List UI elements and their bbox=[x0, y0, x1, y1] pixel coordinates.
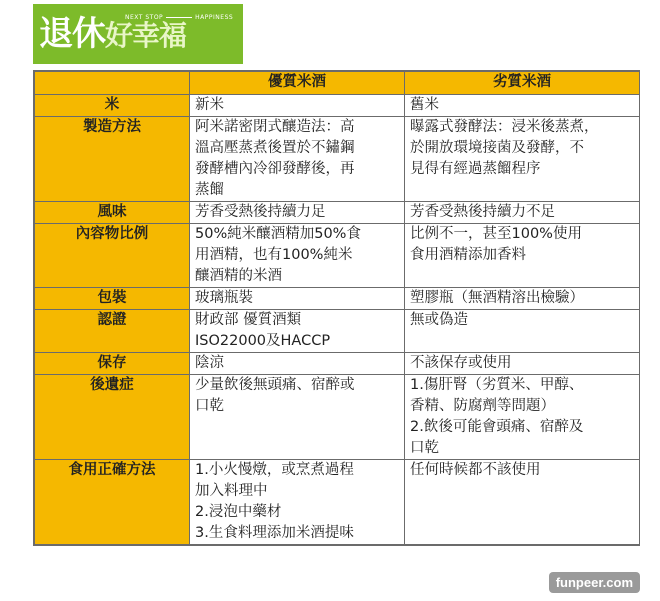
logo-main-text: 退休 bbox=[39, 14, 105, 54]
header-bad-rice-wine: 劣質米酒 bbox=[405, 72, 640, 95]
table-row bbox=[35, 310, 640, 353]
good-cell: 新米 bbox=[190, 95, 405, 117]
good-cell: 少量飲後無頭痛、宿醉或 口乾 bbox=[190, 375, 405, 460]
good-cell: 50%純米釀酒精加50%食 用酒精，也有100%純米 釀酒精的米酒 bbox=[190, 224, 405, 288]
bad-cell: 芳香受熱後持續力不足 bbox=[405, 202, 640, 224]
row-label: 保存 bbox=[35, 353, 190, 375]
table-row bbox=[35, 460, 640, 545]
good-cell: 陰涼 bbox=[190, 353, 405, 375]
logo-tagline-right: HAPPINESS bbox=[195, 14, 234, 21]
table-row bbox=[35, 375, 640, 460]
bad-cell: 無或偽造 bbox=[405, 310, 640, 353]
comparison-table bbox=[34, 71, 640, 545]
header-good-rice-wine: 優質米酒 bbox=[190, 72, 405, 95]
bad-cell: 曝露式發酵法：浸米後蒸煮， 於開放環境接菌及發酵，不 見得有經過蒸餾程序 bbox=[405, 117, 640, 202]
table-row bbox=[35, 224, 640, 288]
header-blank-cell bbox=[35, 72, 190, 95]
row-label: 米 bbox=[35, 95, 190, 117]
bad-cell: 塑膠瓶（無酒精溶出檢驗） bbox=[405, 288, 640, 310]
row-label: 食用正確方法 bbox=[35, 460, 190, 545]
site-logo bbox=[33, 4, 243, 64]
watermark-badge: funpeer.com bbox=[549, 572, 640, 593]
bad-cell: 不該保存或使用 bbox=[405, 353, 640, 375]
row-label: 後遺症 bbox=[35, 375, 190, 460]
good-cell: 玻璃瓶裝 bbox=[190, 288, 405, 310]
bad-cell: 1.傷肝腎（劣質米、甲醇、 香精、防腐劑等問題） 2.飲後可能會頭痛、宿醉及 口乾 bbox=[405, 375, 640, 460]
table-header-row bbox=[35, 72, 640, 95]
table-row bbox=[35, 202, 640, 224]
good-cell: 芳香受熱後持續力足 bbox=[190, 202, 405, 224]
tagline-divider bbox=[166, 17, 192, 18]
row-label: 包裝 bbox=[35, 288, 190, 310]
row-label: 製造方法 bbox=[35, 117, 190, 202]
table-row bbox=[35, 117, 640, 202]
logo-tagline-left: NEXT STOP bbox=[125, 14, 164, 21]
bad-cell: 比例不一，甚至100%使用 食用酒精添加香料 bbox=[405, 224, 640, 288]
good-cell: 阿米諾密閉式釀造法：高 溫高壓蒸煮後置於不鏽鋼 發酵槽內冷卻發酵後，再 蒸餾 bbox=[190, 117, 405, 202]
table-row bbox=[35, 288, 640, 310]
good-cell: 財政部 優質酒類 ISO22000及HACCP bbox=[190, 310, 405, 353]
row-label: 內容物比例 bbox=[35, 224, 190, 288]
bad-cell: 舊米 bbox=[405, 95, 640, 117]
bad-cell: 任何時候都不該使用 bbox=[405, 460, 640, 545]
table-row bbox=[35, 95, 640, 117]
comparison-table-container bbox=[33, 70, 640, 546]
row-label: 風味 bbox=[35, 202, 190, 224]
table-row bbox=[35, 353, 640, 375]
good-cell: 1.小火慢燉，或烹煮過程 加入料理中 2.浸泡中藥材 3.生食料理添加米酒提味 bbox=[190, 460, 405, 545]
logo-sub-text: 好幸福 bbox=[105, 19, 187, 52]
row-label: 認證 bbox=[35, 310, 190, 353]
logo-tagline bbox=[125, 14, 233, 21]
